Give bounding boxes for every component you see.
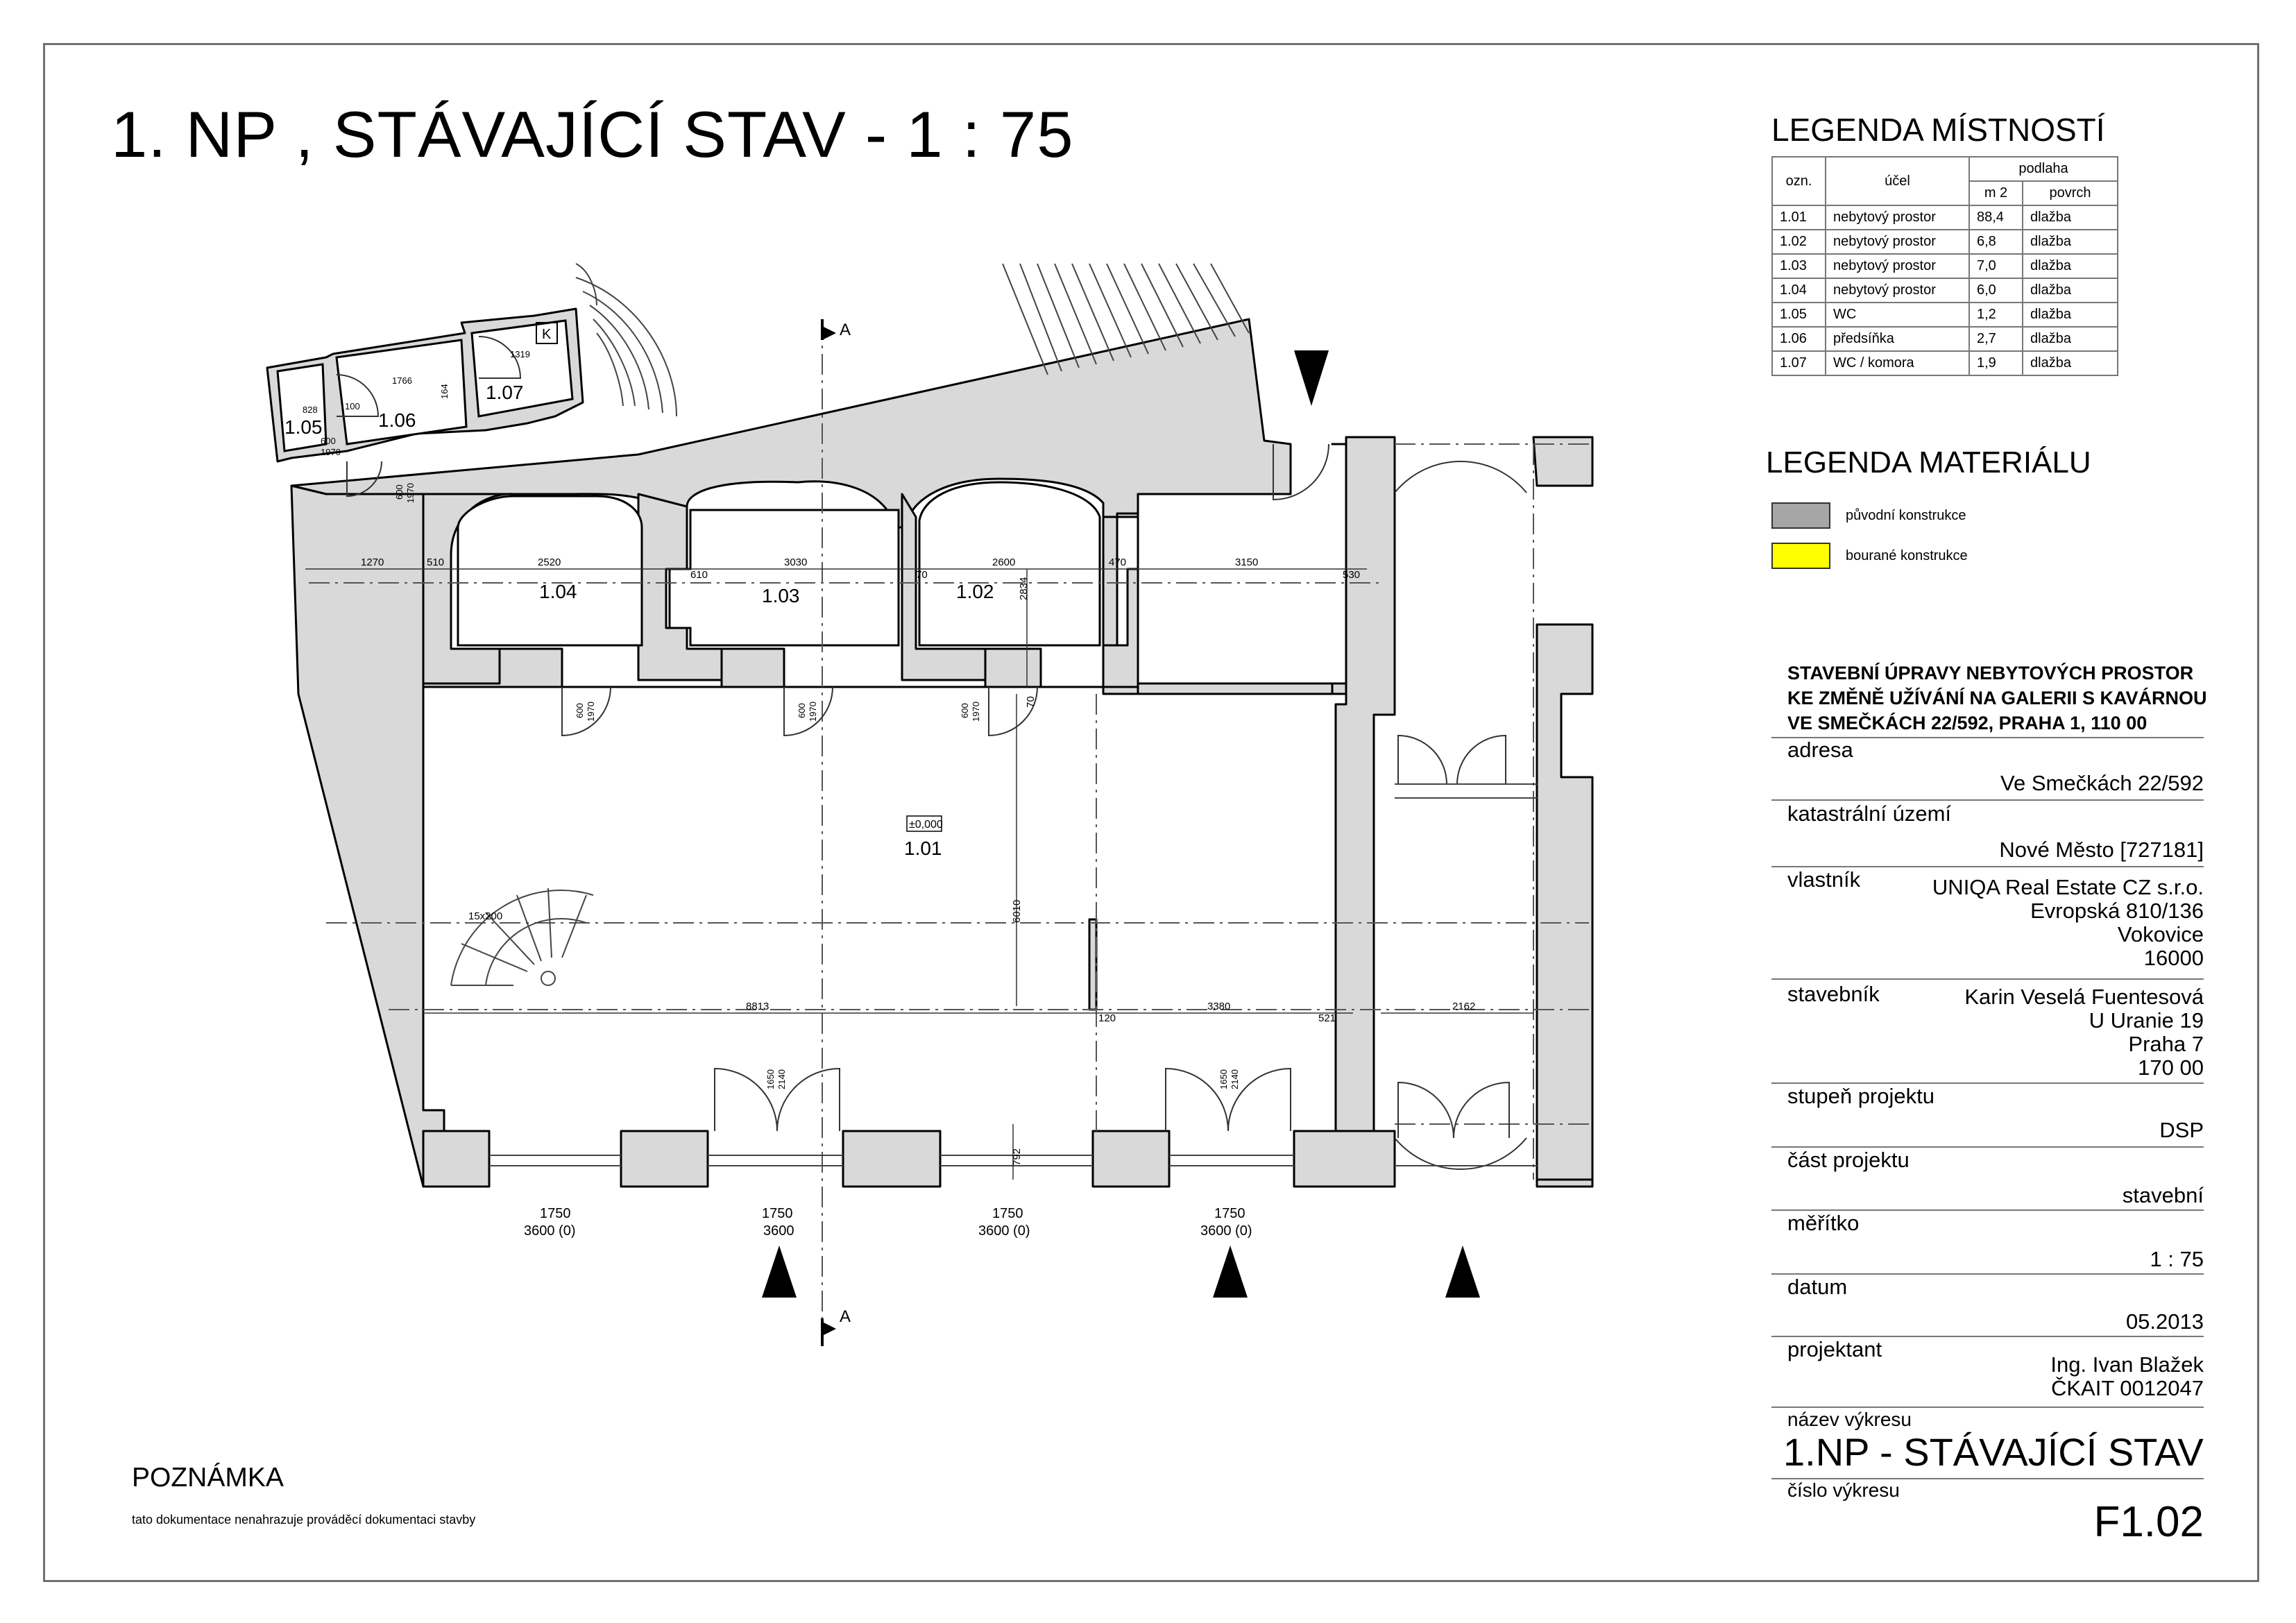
cadastre-label: katastrální území [1787, 801, 1952, 826]
cell-area: 6,0 [1969, 278, 2023, 303]
swatch-demolished [1771, 543, 1830, 569]
pier-1 [423, 1131, 489, 1187]
door-dim: 600 [960, 703, 970, 718]
pier-3 [843, 1131, 940, 1187]
pier-2 [621, 1131, 708, 1187]
wall-band [423, 649, 1332, 694]
room-label: 1.03 [762, 585, 800, 606]
project-title-line: KE ZMĚNĚ UŽÍVÁNÍ NA GALERII S KAVÁRNOU [1787, 688, 2207, 708]
cell-area: 2,7 [1969, 327, 2023, 351]
cell-id: 1.06 [1772, 327, 1826, 351]
cell-surface: dlažba [2023, 303, 2118, 327]
dim-label: 100 [345, 401, 360, 411]
dim-label: 70 [1025, 696, 1037, 708]
owner-value [1932, 876, 2204, 970]
drawing-name-label: název výkresu [1787, 1409, 1912, 1430]
door-dim: 600 [575, 703, 585, 718]
door-dim: 600 [797, 703, 807, 718]
cell-id: 1.01 [1772, 205, 1826, 230]
owner-line: Evropská 810/136 [2030, 899, 2204, 923]
door-dim: 2140 [1230, 1069, 1240, 1089]
wc-mark: K [542, 327, 552, 342]
door-dim: 1970 [586, 702, 596, 722]
window-width: 1750 [992, 1206, 1023, 1221]
dim-label: 70 [916, 569, 928, 581]
dim-label: 510 [427, 556, 445, 568]
window-height: 3600 (0) [1200, 1223, 1252, 1239]
cell-area: 88,4 [1969, 205, 2023, 230]
scale-value: 1 : 75 [2150, 1247, 2204, 1271]
room-label: 1.06 [378, 409, 416, 431]
builder-line: Praha 7 [2128, 1032, 2204, 1056]
designer-label: projektant [1787, 1337, 1882, 1361]
builder-line: Karin Veselá Fuentesová [1964, 985, 2204, 1009]
cell-surface: dlažba [2023, 254, 2118, 278]
builder-line: 170 00 [2138, 1055, 2204, 1080]
room-105-fill [278, 364, 326, 451]
header-purpose: účel [1826, 157, 1969, 205]
door-dim: 1970 [971, 702, 981, 722]
door-dim: 1970 [405, 483, 416, 503]
dim-label: 3150 [1235, 556, 1259, 568]
table-row [1772, 327, 2118, 351]
table-row [1772, 230, 2118, 254]
dim-label: 1270 [361, 556, 384, 568]
dim-label: 2162 [1452, 1001, 1476, 1012]
dim-label: 530 [1343, 569, 1361, 581]
address-label: adresa [1787, 738, 1853, 762]
arrow-up-icon [762, 1246, 797, 1298]
stage-value: DSP [2159, 1118, 2204, 1142]
pier-5 [1294, 1131, 1395, 1187]
level-mark: ±0,000 [909, 819, 943, 831]
address-value: Ve Smečkách 22/592 [2000, 771, 2204, 795]
date-label: datum [1787, 1275, 1848, 1299]
door-dim: 1650 [765, 1069, 776, 1089]
dim-label: 600 [321, 436, 336, 446]
header-floor: podlaha [1969, 157, 2118, 181]
dim-label: 3030 [784, 556, 808, 568]
part-value: stavební [2122, 1183, 2204, 1207]
swatch-original [1771, 502, 1830, 529]
cell-id: 1.05 [1772, 303, 1826, 327]
cell-surface: dlažba [2023, 278, 2118, 303]
room-label: 1.05 [284, 416, 323, 438]
arrow-up-icon [1445, 1246, 1480, 1298]
material-legend-heading: LEGENDA MATERIÁLU [1766, 445, 2091, 479]
cell-area: 6,8 [1969, 230, 2023, 254]
arrow-up-icon [1213, 1246, 1248, 1298]
table-row [1772, 303, 2118, 327]
cell-purpose: nebytový prostor [1826, 230, 1969, 254]
header-designation: ozn. [1772, 157, 1826, 205]
part-label: část projektu [1787, 1148, 1910, 1172]
room-label: 1.01 [904, 838, 942, 859]
window-width: 1750 [540, 1206, 571, 1221]
drawing-number-label: číslo výkresu [1787, 1479, 1900, 1501]
material-label: bourané konstrukce [1846, 547, 1968, 563]
project-title [1787, 661, 2207, 736]
builder-label: stavebník [1787, 982, 1880, 1006]
cell-purpose: WC [1826, 303, 1969, 327]
owner-line: Vokovice [2117, 922, 2204, 946]
divider [1771, 978, 2204, 980]
table-row [1772, 254, 2118, 278]
window-height: 3600 [763, 1223, 794, 1239]
section-mark: A [840, 321, 851, 339]
dim-label: 120 [1098, 1012, 1116, 1024]
cell-surface: dlažba [2023, 351, 2118, 375]
room-label: 1.04 [539, 581, 577, 602]
designer-value [2050, 1353, 2204, 1400]
dim-label: 828 [303, 405, 318, 415]
drawing-number: F1.02 [2093, 1498, 2204, 1546]
dim-label: 6010 [1011, 899, 1023, 923]
window-width: 1750 [762, 1206, 793, 1221]
dim-label: 792 [1011, 1148, 1023, 1166]
arrow-down-icon [1294, 350, 1329, 406]
note-heading: POZNÁMKA [132, 1463, 284, 1493]
scale-label: měřítko [1787, 1211, 1860, 1235]
curved-steps [576, 264, 677, 416]
dim-label: 610 [690, 569, 708, 581]
material-item [1771, 543, 1968, 569]
cell-purpose: nebytový prostor [1826, 205, 1969, 230]
walls [267, 309, 1592, 1187]
drawing-name: 1.NP - STÁVAJÍCÍ STAV [1783, 1430, 2204, 1474]
project-title-line: VE SMEČKÁCH 22/592, PRAHA 1, 110 00 [1787, 713, 2148, 733]
cell-area: 1,2 [1969, 303, 2023, 327]
dim-label: 2600 [992, 556, 1016, 568]
dim-label: 470 [1109, 556, 1127, 568]
cell-purpose: nebytový prostor [1826, 254, 1969, 278]
spiral-stair [451, 888, 593, 985]
dim-label: 2520 [538, 556, 561, 568]
windows [489, 784, 1537, 1166]
material-item [1771, 502, 1966, 529]
pier-4 [1093, 1131, 1169, 1187]
cell-purpose: WC / komora [1826, 351, 1969, 375]
note-text: tato dokumentace nenahrazuje prováděcí dokumentaci stavby [132, 1513, 476, 1527]
wall-right-pier [1304, 437, 1395, 1180]
wall-between-102-stair [1103, 513, 1138, 694]
window-width: 1750 [1214, 1206, 1245, 1221]
cell-surface: dlažba [2023, 230, 2118, 254]
owner-line: 16000 [2143, 946, 2204, 970]
header-surface: povrch [2023, 181, 2118, 205]
room-104-fill [458, 496, 642, 645]
divider [1771, 799, 2204, 801]
cell-purpose: nebytový prostor [1826, 278, 1969, 303]
dim-label: 1970 [321, 447, 341, 457]
dim-label: 521 [1318, 1012, 1336, 1024]
cell-id: 1.07 [1772, 351, 1826, 375]
material-label: původní konstrukce [1846, 507, 1966, 523]
cell-area: 7,0 [1969, 254, 2023, 278]
owner-line: UNIQA Real Estate CZ s.r.o. [1932, 875, 2204, 899]
dim-label: 1319 [510, 349, 530, 359]
room-label: 1.02 [956, 581, 994, 602]
wall-far-right [1537, 624, 1592, 1180]
pilaster [1089, 919, 1096, 1010]
cell-surface: dlažba [2023, 205, 2118, 230]
builder-line: U Uranie 19 [2089, 1008, 2204, 1033]
dim-label: 164 [439, 384, 450, 399]
stage-label: stupeň projektu [1787, 1084, 1934, 1108]
cell-id: 1.04 [1772, 278, 1826, 303]
cell-id: 1.02 [1772, 230, 1826, 254]
dim-label: 2834 [1018, 577, 1030, 600]
project-title-line: STAVEBNÍ ÚPRAVY NEBYTOVÝCH PROSTOR [1787, 663, 2194, 683]
dim-label: 3380 [1207, 1001, 1231, 1012]
date-value: 05.2013 [2125, 1309, 2204, 1334]
door-dim: 2140 [776, 1069, 787, 1089]
stair-label: 15x200 [468, 910, 503, 922]
builder-value [1964, 985, 2204, 1080]
cell-id: 1.03 [1772, 254, 1826, 278]
cadastre-value: Nové Město [727181] [1999, 838, 2204, 862]
section-mark: A [840, 1307, 851, 1326]
cell-surface: dlažba [2023, 327, 2118, 351]
cell-area: 1,9 [1969, 351, 2023, 375]
window-height: 3600 (0) [978, 1223, 1030, 1239]
owner-label: vlastník [1787, 867, 1861, 892]
cell-purpose: předsíňka [1826, 327, 1969, 351]
designer-line: Ing. Ivan Blažek [2050, 1352, 2204, 1377]
designer-line: ČKAIT 0012047 [2050, 1376, 2204, 1400]
divider [1771, 1407, 2204, 1408]
room-legend-heading: LEGENDA MÍSTNOSTÍ [1771, 112, 2105, 148]
dim-label: 1766 [392, 375, 412, 386]
header-area: m 2 [1969, 181, 2023, 205]
table-row [1772, 278, 2118, 303]
door-dim: 600 [394, 484, 405, 500]
drawing-title: 1. NP , STÁVAJÍCÍ STAV - 1 : 75 [111, 98, 1074, 171]
window-height: 3600 (0) [524, 1223, 576, 1239]
door-dim: 1970 [808, 702, 818, 722]
room-label: 1.07 [486, 382, 524, 403]
dim-label: 8813 [746, 1001, 769, 1012]
table-row [1772, 205, 2118, 230]
room-legend-table [1771, 156, 2118, 376]
table-row [1772, 351, 2118, 375]
door-dim: 1650 [1218, 1069, 1229, 1089]
wall-left-outer [291, 486, 444, 1187]
